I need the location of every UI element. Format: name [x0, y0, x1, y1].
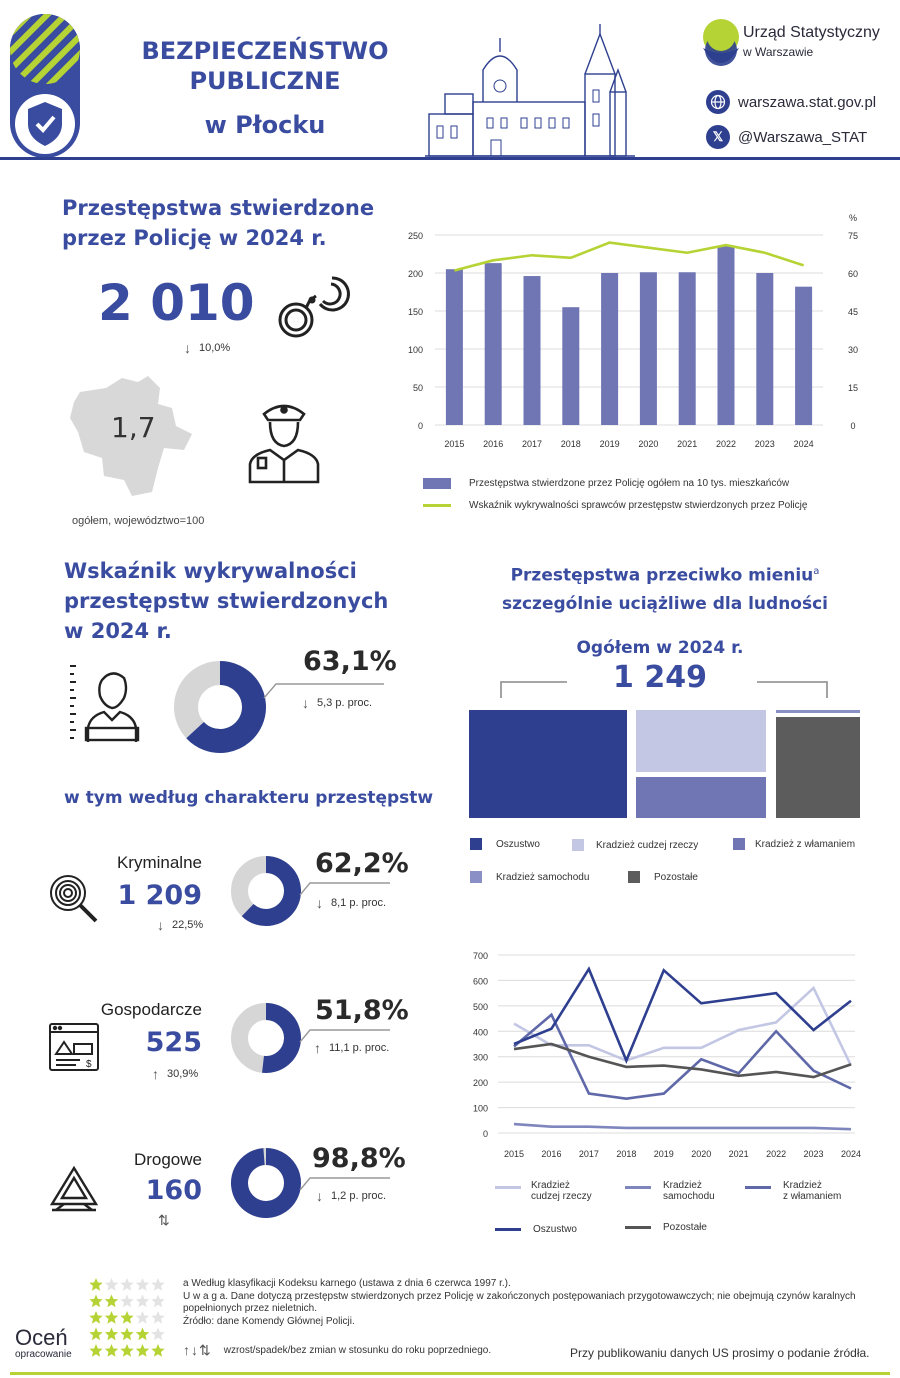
y-tick-label: 600: [472, 976, 488, 987]
star-icon[interactable]: [89, 1311, 102, 1324]
crimes-change-value: 10,0%: [199, 342, 231, 354]
type-gospodarcze: [0, 992, 420, 1092]
x-tick-label: 2019: [653, 1149, 674, 1159]
x-tick-label: 2021: [728, 1149, 749, 1159]
x-tick-label: 2020: [691, 1149, 712, 1159]
legend-item: [625, 1222, 707, 1233]
star-rating-icon[interactable]: [88, 1276, 168, 1360]
shield-check-icon: [10, 14, 80, 158]
legend-item: [572, 839, 698, 851]
title-line1: BEZPIECZEŃSTWO: [141, 37, 389, 65]
type-label: Gospodarcze: [100, 1000, 202, 1019]
legend-label: Oszustwo: [533, 1224, 577, 1235]
detection-change-value: 5,3 p. proc.: [317, 697, 373, 709]
police-officer-icon: [246, 398, 322, 489]
legend-item: [495, 1180, 592, 1202]
rate-label-sub: opracowanie: [15, 1349, 72, 1360]
property-total-label: Ogółem w 2024 r.: [576, 638, 744, 658]
arrow-down-icon: ↓: [316, 1188, 323, 1204]
header-divider: [0, 157, 900, 160]
y-tick-label-right: 60: [847, 269, 859, 279]
arrow-down-icon: ↓: [316, 895, 323, 911]
footnote-a: a Według klasyfikacji Kodeksu karnego (ustawa z dnia 6 czerwca 1997 r.).: [183, 1278, 511, 1289]
arrow-up-icon: ↑: [152, 1066, 159, 1082]
y-tick-label-left: 50: [412, 383, 423, 393]
rating-stars[interactable]: [88, 1276, 168, 1360]
twitter-link[interactable]: [706, 125, 867, 149]
index-value: 1,7: [111, 411, 156, 444]
type-count: 160: [145, 1175, 202, 1206]
type-count-change-value: 22,5%: [172, 919, 204, 931]
y-tick-label: 500: [472, 1001, 488, 1012]
x-tick-label: 2015: [503, 1149, 525, 1159]
crimes-heading: [62, 193, 374, 253]
y-tick-label: 300: [472, 1052, 488, 1063]
right-axis-unit: %: [848, 213, 858, 223]
legend-bar-label: Przestępstwa stwierdzone przez Policję ogółem na 10 tys. mieszkańców: [469, 478, 790, 489]
star-icon[interactable]: [89, 1328, 102, 1341]
crimes-total: 2 010: [98, 274, 255, 332]
legend-label: Oszustwo: [496, 838, 540, 850]
bar: [795, 287, 812, 425]
arrows-legend: [183, 1342, 491, 1359]
x-tick-label: 2019: [599, 439, 620, 449]
star-icon[interactable]: [105, 1328, 118, 1341]
type-donut: [230, 1002, 302, 1074]
x-tick-label: 2023: [754, 439, 775, 449]
type-rate: 98,8%: [312, 1143, 406, 1174]
legend-label: cudzej rzeczy: [531, 1191, 592, 1202]
x-tick-label: 2023: [803, 1149, 824, 1159]
title-line3: w Płocku: [204, 111, 326, 139]
star-icon[interactable]: [120, 1295, 133, 1308]
star-icon[interactable]: [151, 1295, 164, 1308]
bar: [485, 263, 502, 425]
type-count: 525: [145, 1027, 202, 1058]
type-rate-change: [316, 1188, 386, 1204]
line-legend: [495, 1180, 875, 1250]
footnote-marker: a: [813, 566, 820, 577]
star-icon[interactable]: [120, 1311, 133, 1324]
y-tick-label-right: 75: [847, 231, 859, 241]
total-bracket: [497, 678, 833, 700]
property-heading-line1: Przestępstwa przeciwko mieniu: [510, 565, 814, 586]
detection-heading-line3: w 2024 r.: [64, 619, 172, 643]
star-icon[interactable]: [151, 1328, 164, 1341]
org-sub: w Warszawie: [743, 45, 814, 59]
x-tick-label: 2024: [840, 1149, 862, 1159]
x-tick-label: 2016: [541, 1149, 562, 1159]
legend-label: Kradzież: [783, 1180, 822, 1191]
type-count-change: [152, 1066, 198, 1082]
star-icon[interactable]: [151, 1311, 164, 1324]
star-icon[interactable]: [105, 1311, 118, 1324]
legend-line-label: Wskaźnik wykrywalności sprawców przestępstw stwierdzonych przez Policję: [469, 500, 808, 511]
x-tick-label: 2024: [793, 439, 814, 449]
y-tick-label-left: 100: [407, 345, 423, 355]
legend-label: Kradzież: [531, 1180, 570, 1191]
type-drogowe: [0, 1140, 420, 1240]
y-tick-label: 100: [472, 1103, 488, 1114]
rate-label-main: Oceń: [15, 1325, 68, 1350]
star-icon[interactable]: [136, 1295, 149, 1308]
type-rate: 62,2%: [315, 848, 409, 879]
no-change-icon: ⇅: [158, 1212, 170, 1228]
property-heading-line2: szczególnie uciążliwe dla ludności: [501, 593, 829, 614]
legend-item: [495, 1224, 577, 1235]
type-rate-change-value: 1,2 p. proc.: [331, 1190, 387, 1202]
bar: [601, 273, 618, 425]
y-tick-label-left: 0: [417, 421, 423, 431]
rate-label[interactable]: [15, 1325, 72, 1360]
y-tick-label-right: 45: [847, 307, 859, 317]
org-name: Urząd Statystyczny: [743, 24, 880, 41]
fraud-document-icon: [48, 1022, 100, 1077]
legend-item: [745, 1180, 841, 1202]
type-kryminalne: [0, 845, 420, 945]
y-tick-label: 200: [472, 1078, 488, 1089]
publish-note: Przy publikowaniu danych US prosimy o podanie źródła.: [570, 1346, 870, 1360]
x-tick-label: 2015: [444, 439, 465, 449]
bar: [756, 273, 773, 425]
star-icon[interactable]: [136, 1311, 149, 1324]
title-line2: PUBLICZNE: [189, 67, 341, 95]
treemap-pozostale: [776, 717, 860, 818]
type-donut: [230, 855, 302, 927]
arrow-down-icon: ↓: [302, 695, 309, 711]
star-icon[interactable]: [120, 1344, 133, 1357]
legend-item: [628, 871, 698, 883]
footnote-uwaga: U w a g a. Dane dotyczą przestępstw stwierdzonych przez Policję w zakończonych postępowaniach przygotowawczych; nie obejmują czynów karalnych popełnionych przez nieletnich.: [183, 1290, 856, 1314]
arrows-legend-text: wzrost/spadek/bez zmian w stosunku do roku poprzedniego.: [223, 1345, 492, 1356]
x-tick-label: 2017: [578, 1149, 599, 1159]
x-tick-label: 2018: [616, 1149, 637, 1159]
y-tick-label: 400: [472, 1027, 488, 1038]
y-tick-label-right: 15: [847, 383, 859, 393]
type-rate-change: [316, 895, 386, 911]
y-tick-label-left: 150: [407, 307, 423, 317]
by-type-heading: w tym według charakteru przestępstw: [64, 788, 434, 808]
detection-rate-line: [454, 243, 803, 271]
legend-item: [470, 838, 540, 850]
footnote-source: Źródło: dane Komendy Głównej Policji.: [183, 1315, 355, 1327]
legend-label: Kradzież samochodu: [496, 871, 590, 883]
detection-value: 63,1%: [303, 646, 397, 677]
fingerprint-magnifier-icon: [48, 873, 100, 930]
crimes-heading-line1: Przestępstwa stwierdzone: [62, 196, 375, 220]
bar: [640, 272, 657, 425]
x-tick-label: 2020: [638, 439, 659, 449]
y-tick-label: 0: [482, 1129, 488, 1139]
star-icon[interactable]: [151, 1344, 164, 1357]
type-count-change-value: 30,9%: [167, 1068, 199, 1080]
donut-value-arc: [263, 1012, 292, 1065]
star-icon[interactable]: [136, 1344, 149, 1357]
type-rate-change-value: 11,1 p. proc.: [329, 1042, 390, 1054]
type-rate: 51,8%: [315, 995, 409, 1026]
y-tick-label-left: 200: [407, 269, 423, 279]
star-icon[interactable]: [120, 1328, 133, 1341]
x-tick-label: 2018: [560, 439, 581, 449]
star-icon[interactable]: [89, 1344, 102, 1357]
x-tick-label: 2017: [521, 439, 543, 449]
type-count: 1 209: [117, 880, 202, 911]
legend-bar-swatch: [423, 478, 451, 489]
series-line: [514, 988, 851, 1066]
treemap-legend: [470, 838, 870, 893]
star-icon[interactable]: [120, 1278, 133, 1291]
x-tick-label: 2022: [715, 439, 737, 449]
type-donut: [230, 1147, 302, 1219]
legend-label: z włamaniem: [783, 1191, 842, 1202]
legend-item: [625, 1180, 715, 1202]
x-tick-label: 2022: [766, 1149, 787, 1159]
website-link[interactable]: [706, 90, 876, 114]
star-icon[interactable]: [105, 1278, 118, 1291]
treemap-kradziez-samochodu: [776, 710, 860, 713]
star-icon[interactable]: [89, 1295, 102, 1308]
warning-triangle-icon: [48, 1164, 100, 1219]
detection-heading-line2: przestępstw stwierdzonych: [64, 589, 389, 613]
index-caption: ogółem, województwo=100: [72, 515, 205, 527]
twitter-text: @Warszawa_STAT: [738, 128, 868, 146]
star-icon[interactable]: [105, 1295, 118, 1308]
y-tick-label: 700: [472, 951, 488, 961]
legend-label: Kradzież cudzej rzeczy: [596, 839, 699, 851]
footer-notes: [183, 1278, 883, 1328]
property-line-chart: [460, 945, 870, 1167]
svg-text:$: $: [86, 1059, 92, 1070]
handcuffs-icon: [276, 270, 352, 347]
star-icon[interactable]: [151, 1278, 164, 1291]
x-tick-label: 2021: [677, 439, 698, 449]
legend-item: [733, 838, 855, 850]
footer-bar: [10, 1372, 890, 1375]
arrow-down-icon: ↓: [157, 917, 164, 933]
type-label: Drogowe: [133, 1150, 202, 1169]
detection-heading: [64, 556, 388, 646]
legend-label: Pozostałe: [663, 1222, 707, 1233]
detection-heading-line1: Wskaźnik wykrywalności: [64, 559, 357, 583]
star-icon[interactable]: [136, 1278, 149, 1291]
bar: [446, 269, 463, 425]
treemap-kradziez-cudzej: [636, 710, 766, 772]
series-line: [514, 1124, 851, 1129]
globe-icon: [706, 90, 730, 114]
header-badge: [10, 14, 80, 158]
star-icon[interactable]: [105, 1344, 118, 1357]
legend-label: Kradzież: [663, 1180, 702, 1191]
page-title: [120, 36, 410, 140]
us-logo-icon: [699, 18, 743, 68]
treemap-kradziez-wlamaniem: [636, 777, 766, 818]
type-count-change: [157, 917, 203, 933]
legend-item: [470, 871, 589, 883]
legend-label: samochodu: [663, 1191, 715, 1202]
star-icon[interactable]: [136, 1328, 149, 1341]
crimes-heading-line2: przez Policję w 2024 r.: [62, 226, 327, 250]
type-label: Kryminalne: [116, 853, 202, 872]
type-rate-change: [314, 1040, 389, 1056]
donut-value-arc: [240, 1157, 293, 1210]
y-tick-label-left: 250: [407, 231, 423, 241]
legend-line: [423, 500, 807, 511]
bar: [679, 272, 696, 425]
arrow-up-icon: ↑: [314, 1040, 321, 1056]
y-tick-label-right: 0: [850, 421, 856, 431]
detection-change: [302, 695, 372, 711]
star-icon[interactable]: [89, 1278, 102, 1291]
cathedral-illustration: [425, 22, 635, 160]
suspect-icon: [66, 664, 146, 749]
crimes-change: [184, 340, 230, 356]
org-logo: [697, 18, 887, 72]
legend-line-swatch: [423, 504, 451, 507]
legend-label: Kradzież z włamaniem: [755, 838, 856, 850]
x-tick-label: 2016: [483, 439, 504, 449]
y-tick-label-right: 30: [847, 345, 859, 355]
bar: [524, 276, 541, 425]
property-treemap: [469, 710, 860, 818]
legend-bars: [423, 478, 807, 489]
type-rate-change-value: 8,1 p. proc.: [331, 897, 387, 909]
website-text: warszawa.stat.gov.pl: [738, 93, 877, 111]
x-logo-icon: 𝕏: [706, 125, 730, 149]
detection-donut: [173, 660, 267, 754]
up-down-arrows-icon: ↑↓⇅: [183, 1342, 212, 1358]
legend-label: Pozostałe: [654, 871, 698, 883]
combo-legend: [423, 478, 807, 511]
crimes-combo-chart: [395, 205, 865, 460]
treemap-oszustwo: [469, 710, 627, 818]
bar: [718, 246, 735, 425]
arrow-down-icon: ↓: [184, 340, 191, 356]
property-heading: [460, 558, 870, 618]
property-total: 1 249: [613, 660, 707, 695]
bar: [562, 307, 579, 425]
